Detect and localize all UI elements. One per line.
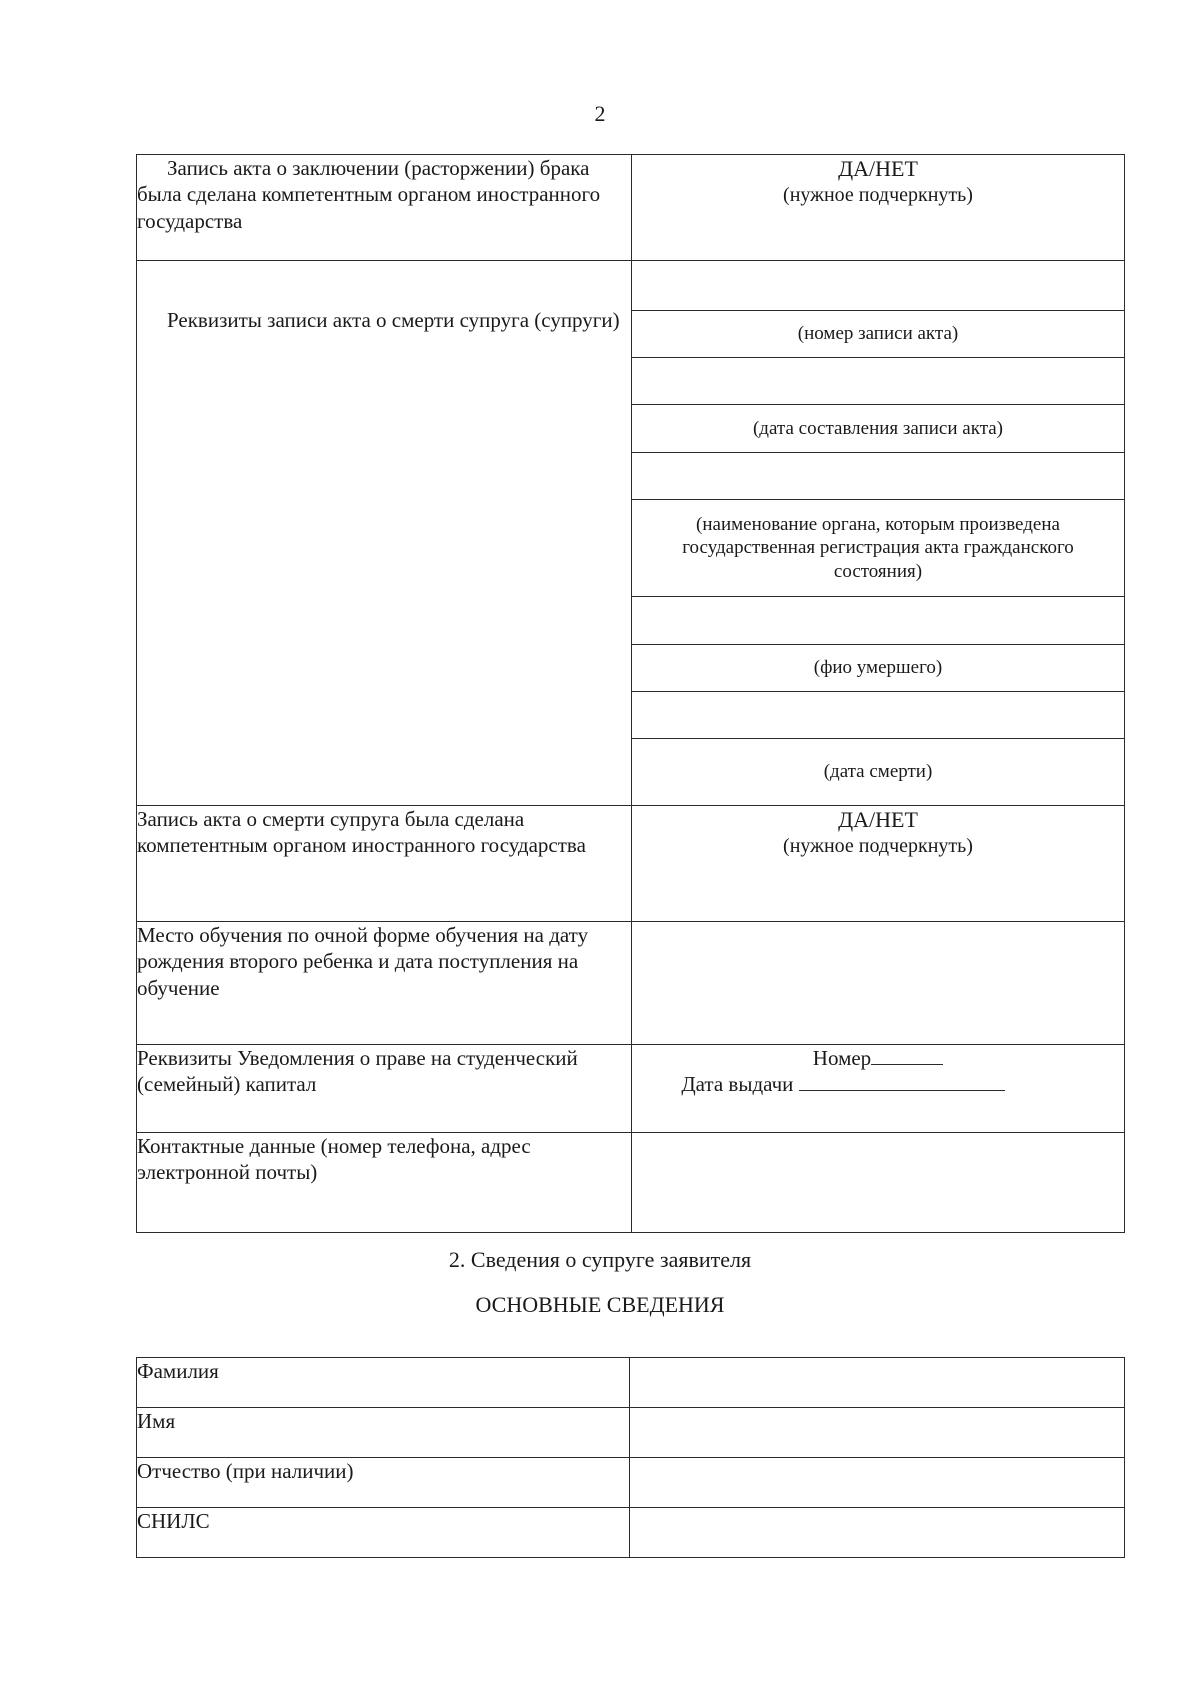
foreign-death-label: Запись акта о смерти супруга была сделана компетентным органом иностранного государства — [137, 806, 632, 922]
notification-number-field[interactable] — [871, 1046, 943, 1065]
foreign-marriage-choice[interactable] — [632, 155, 1125, 261]
table-row — [137, 155, 1125, 261]
table-row — [137, 1408, 1125, 1458]
patronymic-field[interactable] — [630, 1458, 1125, 1508]
notification-label: Реквизиты Уведомления о праве на студенческий (семейный) капитал — [137, 1045, 632, 1133]
table-row — [137, 806, 1125, 922]
first-name-field[interactable] — [630, 1408, 1125, 1458]
section-title: 2. Сведения о супруге заявителя — [448, 1247, 752, 1272]
yes-no-value: ДА/НЕТ — [838, 807, 918, 832]
surname-field[interactable] — [630, 1358, 1125, 1408]
first-name-label: Имя — [137, 1408, 630, 1458]
table-row — [137, 1133, 1125, 1233]
table-row — [137, 1045, 1125, 1133]
deceased-name-caption: (фио умершего) — [632, 645, 1125, 692]
table-row — [137, 922, 1125, 1045]
yes-no-value: ДА/НЕТ — [838, 156, 918, 181]
registration-authority-caption: (наименование органа, которым произведена государственная регистрация акта гражданского состояния) — [632, 500, 1125, 597]
registration-authority-field[interactable] — [632, 453, 1125, 500]
page-number: 2 — [594, 101, 606, 126]
notification-date-field[interactable] — [799, 1072, 1005, 1091]
foreign-death-choice[interactable] — [632, 806, 1125, 922]
underline-hint: (нужное подчеркнуть) — [783, 834, 973, 857]
underline-hint: (нужное подчеркнуть) — [783, 183, 973, 206]
spouse-details-table — [136, 1357, 1125, 1558]
surname-label: Фамилия — [137, 1358, 630, 1408]
contacts-label: Контактные данные (номер телефона, адрес электронной почты) — [137, 1133, 632, 1233]
notification-number-label: Номер — [812, 1046, 872, 1070]
notification-date-label: Дата выдачи — [681, 1072, 794, 1097]
deceased-name-field[interactable] — [632, 597, 1125, 645]
death-record-number-caption: (номер записи акта) — [632, 311, 1125, 358]
death-record-date-field[interactable] — [632, 358, 1125, 405]
study-place-field[interactable] — [632, 922, 1125, 1045]
applicant-details-table — [136, 154, 1125, 1233]
death-record-label: Реквизиты записи акта о смерти супруга (супруги) — [137, 261, 632, 806]
table-row — [137, 1458, 1125, 1508]
death-record-number-field[interactable] — [632, 261, 1125, 311]
section-subtitle: ОСНОВНЫЕ СВЕДЕНИЯ — [475, 1292, 725, 1317]
notification-fields — [632, 1045, 1125, 1133]
death-date-field[interactable] — [632, 692, 1125, 739]
table-row — [137, 1508, 1125, 1558]
table-row — [137, 261, 1125, 311]
contacts-field[interactable] — [632, 1133, 1125, 1233]
snils-field[interactable] — [630, 1508, 1125, 1558]
foreign-marriage-label: Запись акта о заключении (расторжении) брака была сделана компетентным органом иностранного государства — [137, 155, 632, 261]
death-record-date-caption: (дата составления записи акта) — [632, 405, 1125, 453]
snils-label: СНИЛС — [137, 1508, 630, 1558]
table-row — [137, 1358, 1125, 1408]
death-date-caption: (дата смерти) — [632, 739, 1125, 806]
notification-date-line — [562, 1071, 1124, 1097]
study-place-label: Место обучения по очной форме обучения на дату рождения второго ребенка и дата поступления на обучение — [137, 922, 632, 1045]
patronymic-label: Отчество (при наличии) — [137, 1458, 630, 1508]
notification-number-line — [632, 1045, 1124, 1071]
